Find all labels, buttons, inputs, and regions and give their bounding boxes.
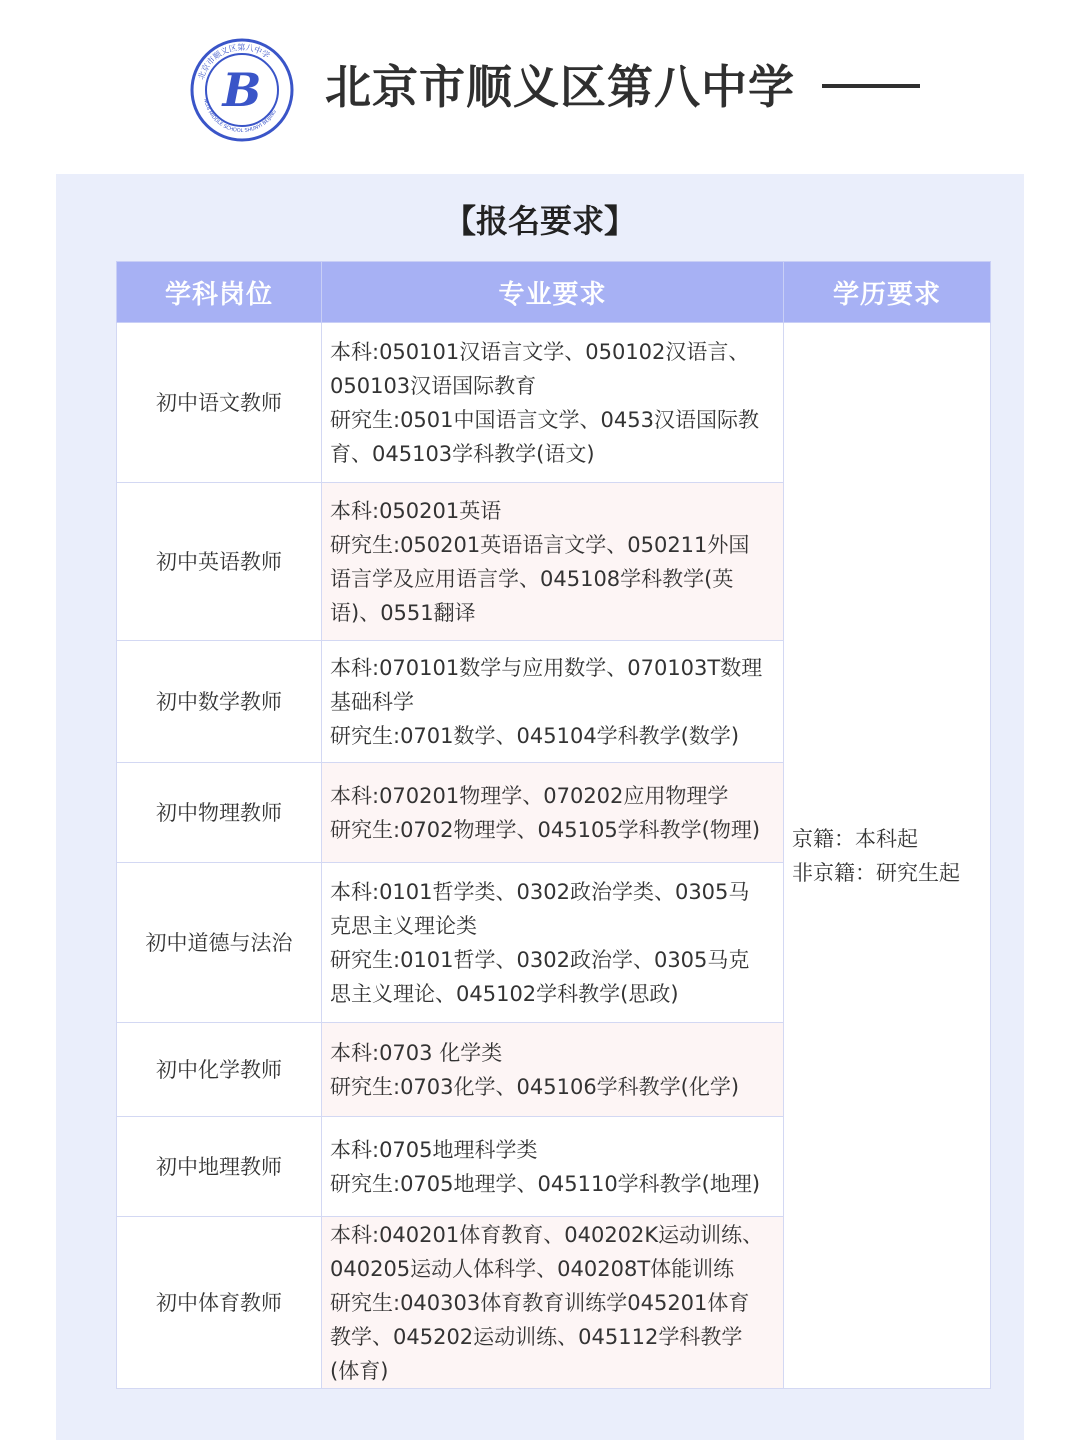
header-education: 学历要求 [784,262,991,323]
major-line: 本科:040201体育教育、040202K运动训练、 [330,1222,764,1247]
major-cell [322,483,784,641]
major-cell [322,1023,784,1117]
major-line: (体育) [330,1358,389,1383]
education-line: 非京籍：研究生起 [792,860,960,885]
post-cell: 初中体育教师 [117,1217,322,1389]
svg-text:北京市顺义区第八中学: 北京市顺义区第八中学 [196,42,272,81]
post-cell: 初中数学教师 [117,641,322,763]
major-line: 思主义理论、045102学科教学(思政) [330,981,679,1006]
post-cell: 初中道德与法治 [117,863,322,1023]
title-dash-decoration [822,84,920,88]
major-cell [322,763,784,863]
major-line: 研究生:0703化学、045106学科教学(化学) [330,1074,740,1099]
major-cell [322,1217,784,1389]
major-line: 语)、0551翻译 [330,600,476,625]
header-post: 学科岗位 [117,262,322,323]
major-line: 本科:0703 化学类 [330,1040,503,1065]
post-cell: 初中物理教师 [117,763,322,863]
major-line: 研究生:040303体育教育训练学045201体育 [330,1290,750,1315]
post-cell: 初中化学教师 [117,1023,322,1117]
major-cell [322,863,784,1023]
header-major: 专业要求 [322,262,784,323]
svg-text:B: B [222,63,262,117]
svg-text:NO.8 MIDDLE SCHOOL SHUNYI BEIJ: NO.8 MIDDLE SCHOOL SHUNYI BEIJING [202,98,278,135]
major-line: 育、045103学科教学(语文) [330,441,595,466]
major-line: 研究生:050201英语语言文学、050211外国 [330,532,750,557]
major-line: 本科:0705地理科学类 [330,1137,538,1162]
major-line: 研究生:0101哲学、0302政治学、0305马克 [330,947,750,972]
school-logo [190,38,294,142]
school-name: 北京市顺义区第八中学 [325,60,795,114]
major-line: 本科:070201物理学、070202应用物理学 [330,783,729,808]
major-line: 本科:050201英语 [330,498,502,523]
major-line: 本科:050101汉语言文学、050102汉语言、 [330,339,750,364]
education-cell [784,323,991,1389]
major-cell [322,323,784,483]
post-cell: 初中地理教师 [117,1117,322,1217]
post-cell: 初中英语教师 [117,483,322,641]
major-line: 研究生:0705地理学、045110学科教学(地理) [330,1171,761,1196]
major-line: 教学、045202运动训练、045112学科教学 [330,1324,743,1349]
major-line: 克思主义理论类 [330,913,477,938]
major-line: 基础科学 [330,689,414,714]
major-line: 研究生:0701数学、045104学科教学(数学) [330,723,740,748]
major-line: 研究生:0702物理学、045105学科教学(物理) [330,817,761,842]
section-title: 【报名要求】 [443,202,636,240]
major-line: 050103汉语国际教育 [330,373,537,398]
major-line: 040205运动人体科学、040208T体能训练 [330,1256,735,1281]
major-line: 研究生:0501中国语言文学、0453汉语国际教 [330,407,759,432]
requirements-table [116,261,991,1389]
post-cell: 初中语文教师 [117,323,322,483]
table-row [117,323,991,483]
major-cell [322,641,784,763]
table-header-row [117,262,991,323]
major-line: 语言学及应用语言学、045108学科教学(英 [330,566,734,591]
major-line: 本科:070101数学与应用数学、070103T数理 [330,655,763,680]
major-cell [322,1117,784,1217]
education-line: 京籍：本科起 [792,826,918,851]
header [0,0,1080,160]
major-line: 本科:0101哲学类、0302政治学类、0305马 [330,879,750,904]
